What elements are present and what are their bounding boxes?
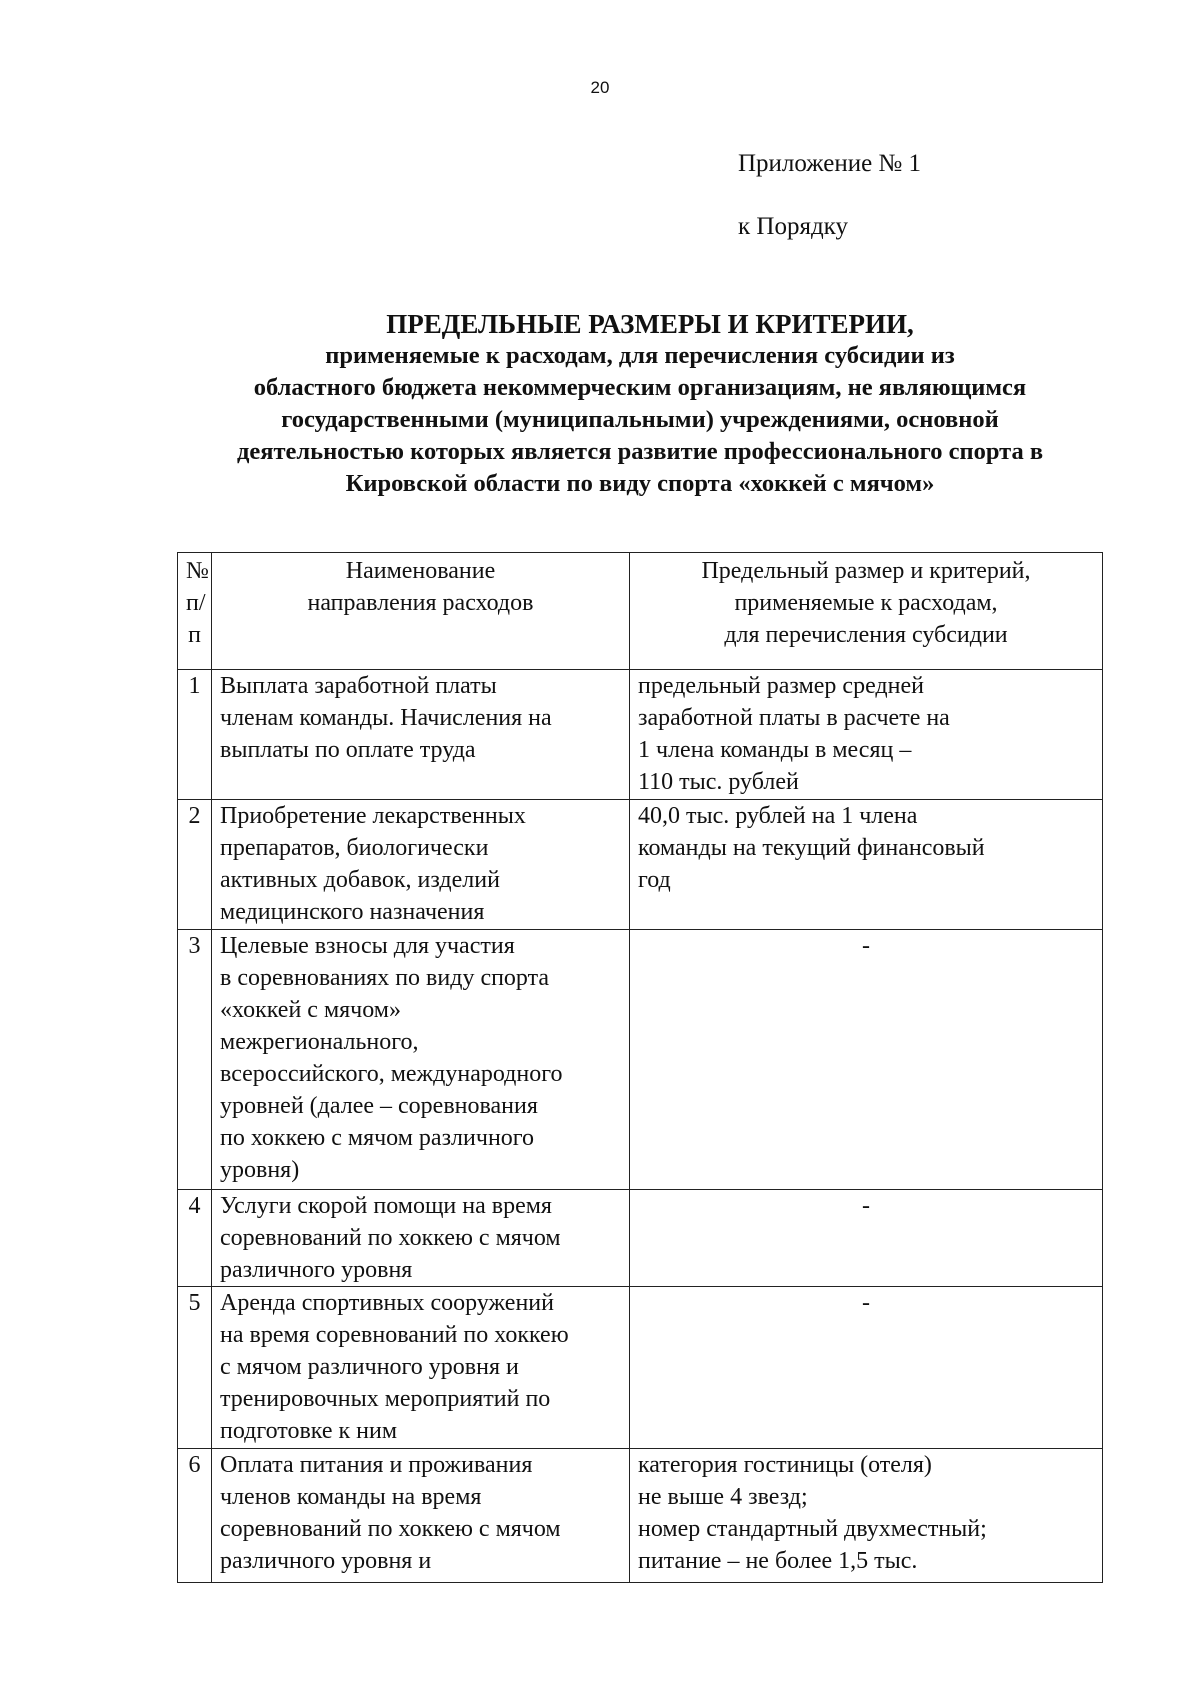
cell-text-line: подготовке к ним bbox=[220, 1418, 398, 1444]
cell-text-line: категория гостиницы (отеля) bbox=[638, 1452, 932, 1478]
document-subtitle-line: областного бюджета некоммерческим организациям, не являющимся bbox=[253, 374, 1027, 401]
cell-text-line: межрегионального, bbox=[220, 1029, 419, 1055]
criteria-cell bbox=[630, 1287, 1103, 1449]
cell-text-line: выплаты по оплате труда bbox=[220, 737, 476, 763]
cell-text-line: тренировочных мероприятий по bbox=[220, 1386, 551, 1412]
expense-name-cell bbox=[212, 1449, 630, 1583]
criteria-cell bbox=[630, 670, 1103, 800]
table-row bbox=[178, 930, 1103, 1190]
row-number: 2 bbox=[178, 800, 212, 930]
cell-text-line: 40,0 тыс. рублей на 1 члена bbox=[638, 803, 918, 829]
cell-text-line: по хоккею с мячом различного bbox=[220, 1125, 535, 1151]
criteria-cell bbox=[630, 1449, 1103, 1583]
cell-text-line: уровней (далее – соревнования bbox=[220, 1093, 538, 1119]
cell-text-line: 1 члена команды в месяц – bbox=[638, 737, 912, 763]
page-number: 20 bbox=[590, 78, 610, 97]
expenses-table bbox=[177, 552, 1103, 1583]
table-row bbox=[178, 1190, 1103, 1287]
cell-text-line: с мячом различного уровня и bbox=[220, 1354, 519, 1380]
cell-text-line: препаратов, биологически bbox=[220, 835, 489, 861]
table-row bbox=[178, 1449, 1103, 1583]
cell-text-line: - bbox=[862, 1290, 870, 1316]
header-text-line: для перечисления субсидии bbox=[724, 622, 1008, 648]
header-text-line: Наименование bbox=[345, 558, 496, 584]
criteria-cell bbox=[630, 1190, 1103, 1287]
row-number: 6 bbox=[178, 1449, 212, 1583]
cell-text-line: уровня) bbox=[220, 1157, 300, 1183]
cell-text-line: различного уровня и bbox=[220, 1548, 432, 1574]
document-subtitle-line: деятельностью которых является развитие профессионального спорта в bbox=[236, 438, 1044, 465]
row-number: 5 bbox=[178, 1287, 212, 1449]
header-text-line: № bbox=[186, 558, 209, 584]
cell-text-line: - bbox=[862, 933, 870, 959]
header-criteria bbox=[630, 553, 1103, 670]
cell-text-line: «хоккей с мячом» bbox=[220, 997, 401, 1023]
cell-text-line: команды на текущий финансовый bbox=[638, 835, 985, 861]
cell-text-line: на время соревнований по хоккею bbox=[220, 1322, 569, 1348]
cell-text-line: соревнований по хоккею с мячом bbox=[220, 1516, 561, 1542]
cell-text-line: активных добавок, изделий bbox=[220, 867, 500, 893]
cell-text-line: предельный размер средней bbox=[638, 673, 924, 699]
header-text-line: Предельный размер и критерий, bbox=[701, 558, 1031, 584]
expense-name-cell bbox=[212, 930, 630, 1190]
cell-text-line: членов команды на время bbox=[220, 1484, 482, 1510]
document-subtitle-line: Кировской области по виду спорта «хоккей с мячом» bbox=[345, 470, 935, 497]
cell-text-line: 110 тыс. рублей bbox=[638, 769, 799, 795]
document-subtitle-line: государственными (муниципальными) учреждениями, основной bbox=[281, 406, 999, 433]
cell-text-line: Приобретение лекарственных bbox=[220, 803, 526, 829]
cell-text-line: не выше 4 звезд; bbox=[638, 1484, 808, 1510]
cell-text-line: членам команды. Начисления на bbox=[220, 705, 552, 731]
header-text-line: применяемые к расходам, bbox=[734, 590, 998, 616]
cell-text-line: всероссийского, международного bbox=[220, 1061, 563, 1087]
expense-name-cell bbox=[212, 1190, 630, 1287]
appendix-label: Приложение № 1 bbox=[738, 150, 922, 177]
criteria-cell bbox=[630, 930, 1103, 1190]
cell-text-line: питание – не более 1,5 тыс. bbox=[638, 1548, 918, 1574]
document-heading bbox=[150, 308, 1130, 500]
cell-text-line: соревнований по хоккею с мячом bbox=[220, 1225, 561, 1251]
cell-text-line: Оплата питания и проживания bbox=[220, 1452, 533, 1478]
cell-text-line: заработной платы в расчете на bbox=[638, 705, 950, 731]
table-row bbox=[178, 800, 1103, 930]
expense-name-cell bbox=[212, 670, 630, 800]
header-text-line: п/п bbox=[186, 590, 206, 648]
cell-text-line: Целевые взносы для участия bbox=[220, 933, 515, 959]
expense-name-cell bbox=[212, 1287, 630, 1449]
appendix-reference: к Порядку bbox=[738, 213, 848, 240]
row-number: 3 bbox=[178, 930, 212, 1190]
row-number: 4 bbox=[178, 1190, 212, 1287]
header-number bbox=[178, 553, 212, 670]
document-subtitle-line: применяемые к расходам, для перечисления субсидии из bbox=[325, 342, 955, 369]
cell-text-line: различного уровня bbox=[220, 1257, 413, 1283]
document-title: ПРЕДЕЛЬНЫЕ РАЗМЕРЫ И КРИТЕРИИ, bbox=[386, 309, 914, 339]
cell-text-line: год bbox=[638, 867, 671, 893]
header-expense-name bbox=[212, 553, 630, 670]
header-text-line: направления расходов bbox=[307, 590, 534, 616]
table-row bbox=[178, 670, 1103, 800]
cell-text-line: номер стандартный двухместный; bbox=[638, 1516, 987, 1542]
cell-text-line: Аренда спортивных сооружений bbox=[220, 1290, 554, 1316]
cell-text-line: Выплата заработной платы bbox=[220, 673, 497, 699]
table-header-row bbox=[178, 553, 1103, 670]
expense-name-cell bbox=[212, 800, 630, 930]
criteria-cell bbox=[630, 800, 1103, 930]
cell-text-line: - bbox=[862, 1193, 870, 1219]
row-number: 1 bbox=[178, 670, 212, 800]
cell-text-line: медицинского назначения bbox=[220, 899, 485, 925]
cell-text-line: Услуги скорой помощи на время bbox=[220, 1193, 552, 1219]
table-row bbox=[178, 1287, 1103, 1449]
cell-text-line: в соревнованиях по виду спорта bbox=[220, 965, 550, 991]
